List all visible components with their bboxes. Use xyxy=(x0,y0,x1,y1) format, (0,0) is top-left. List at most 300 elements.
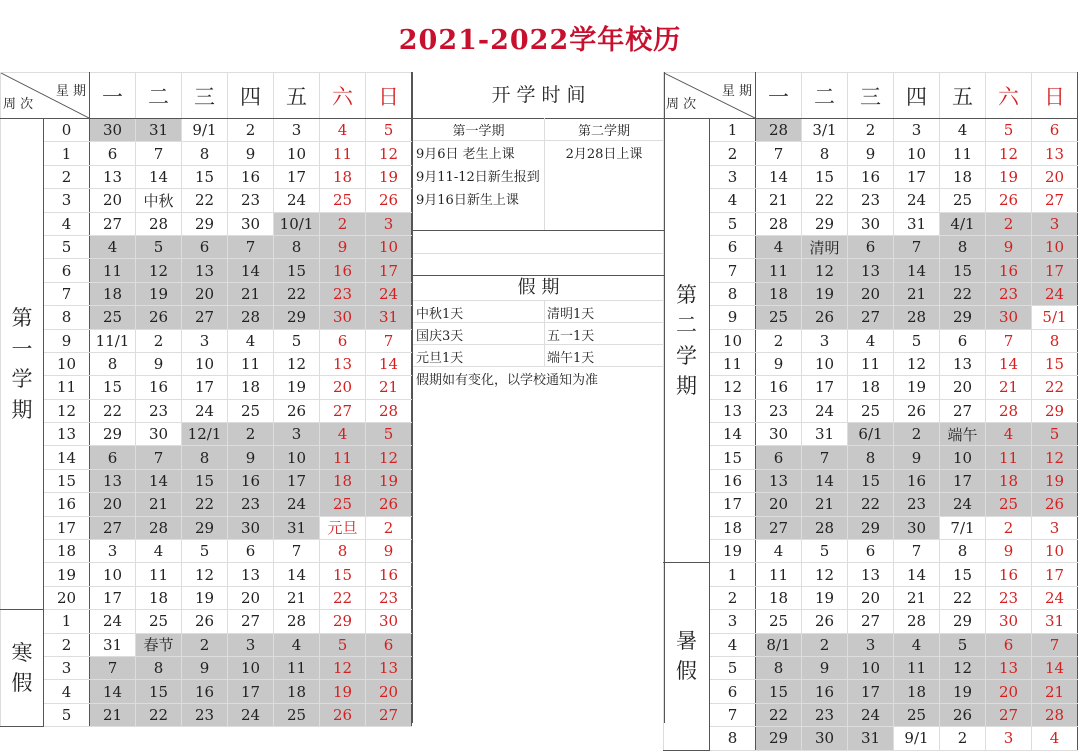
week-row xyxy=(1,399,412,422)
day-cell: 22 xyxy=(320,586,366,609)
week-number: 5 xyxy=(710,212,756,235)
week-row xyxy=(1,306,412,329)
weekday-corner-label: 星 期 xyxy=(721,84,752,99)
day-cell: 24 xyxy=(1032,282,1078,305)
holiday-left-1: 中秋1天 xyxy=(416,307,464,322)
day-cell: 22 xyxy=(136,703,182,726)
day-cell: 9 xyxy=(182,656,228,679)
day-cell: 21 xyxy=(366,376,412,399)
day-cell: 6 xyxy=(366,633,412,656)
day-cell: 23 xyxy=(366,586,412,609)
weekday-header: 二 xyxy=(802,73,848,119)
right-calendar-table xyxy=(663,72,1078,751)
day-cell: 21 xyxy=(986,376,1032,399)
day-cell: 2 xyxy=(940,727,986,750)
term-label: 暑假 xyxy=(664,563,710,750)
day-cell: 14 xyxy=(1032,656,1078,679)
day-cell: 10 xyxy=(1032,540,1078,563)
day-cell: 7 xyxy=(366,329,412,352)
day-cell: 31 xyxy=(1032,610,1078,633)
day-cell: 27 xyxy=(986,703,1032,726)
week-row xyxy=(1,189,412,212)
day-cell: 6 xyxy=(1032,119,1078,142)
week-row xyxy=(1,352,412,375)
day-cell: 16 xyxy=(986,563,1032,586)
week-row xyxy=(664,680,1078,703)
day-cell: 7 xyxy=(228,235,274,258)
day-cell: 15 xyxy=(90,376,136,399)
day-cell: 24 xyxy=(848,703,894,726)
week-row xyxy=(1,212,412,235)
day-cell: 22 xyxy=(802,189,848,212)
day-cell: 21 xyxy=(802,493,848,516)
day-cell: 6 xyxy=(940,329,986,352)
day-cell: 30 xyxy=(90,119,136,142)
day-cell: 10 xyxy=(90,563,136,586)
day-cell: 11 xyxy=(986,446,1032,469)
weekday-header: 三 xyxy=(848,73,894,119)
week-number: 1 xyxy=(710,119,756,142)
day-cell: 24 xyxy=(940,493,986,516)
day-cell: 30 xyxy=(228,212,274,235)
day-cell: 22 xyxy=(182,189,228,212)
day-cell: 5 xyxy=(320,633,366,656)
week-row xyxy=(1,563,412,586)
day-cell: 31 xyxy=(274,516,320,539)
week-number: 8 xyxy=(710,727,756,750)
day-cell: 3 xyxy=(802,329,848,352)
day-cell: 20 xyxy=(366,680,412,703)
day-cell: 27 xyxy=(756,516,802,539)
day-cell: 12 xyxy=(320,656,366,679)
day-cell: 3 xyxy=(274,423,320,446)
week-row xyxy=(664,352,1078,375)
day-cell: 12 xyxy=(366,142,412,165)
day-cell: 4 xyxy=(940,119,986,142)
week-row xyxy=(1,329,412,352)
day-cell: 27 xyxy=(366,703,412,726)
week-number: 1 xyxy=(44,610,90,633)
day-cell: 4 xyxy=(894,633,940,656)
day-cell: 3 xyxy=(90,540,136,563)
week-row xyxy=(664,142,1078,165)
day-cell: 23 xyxy=(136,399,182,422)
day-cell: 25 xyxy=(274,703,320,726)
day-cell: 26 xyxy=(136,306,182,329)
week-row xyxy=(664,165,1078,188)
day-cell: 21 xyxy=(228,282,274,305)
second-term-panel xyxy=(663,72,1078,751)
right-header-corner xyxy=(664,73,756,119)
day-cell: 26 xyxy=(274,399,320,422)
day-cell: 25 xyxy=(320,493,366,516)
week-number: 4 xyxy=(710,189,756,212)
day-cell: 8 xyxy=(320,540,366,563)
day-cell: 30 xyxy=(320,306,366,329)
day-cell: 4 xyxy=(274,633,320,656)
day-cell: 14 xyxy=(274,563,320,586)
weekday-header: 一 xyxy=(90,73,136,119)
day-cell: 20 xyxy=(1032,165,1078,188)
day-cell: 23 xyxy=(228,189,274,212)
week-number: 2 xyxy=(710,142,756,165)
day-cell: 8 xyxy=(940,540,986,563)
day-cell: 31 xyxy=(136,119,182,142)
day-cell: 24 xyxy=(366,282,412,305)
week-number: 5 xyxy=(44,703,90,726)
weekday-header: 日 xyxy=(366,73,412,119)
day-cell: 19 xyxy=(182,586,228,609)
day-cell: 24 xyxy=(182,399,228,422)
day-cell: 10 xyxy=(1032,235,1078,258)
day-cell: 2 xyxy=(756,329,802,352)
day-cell: 27 xyxy=(848,610,894,633)
day-cell: 4 xyxy=(228,329,274,352)
weekday-corner-label: 星 期 xyxy=(55,84,86,99)
week-number: 6 xyxy=(710,235,756,258)
day-cell: 20 xyxy=(986,680,1032,703)
day-cell: 20 xyxy=(756,493,802,516)
day-cell: 10/1 xyxy=(274,212,320,235)
day-cell: 端午 xyxy=(940,423,986,446)
day-cell: 16 xyxy=(228,165,274,188)
day-cell: 27 xyxy=(320,399,366,422)
day-cell: 8 xyxy=(90,352,136,375)
week-number: 4 xyxy=(710,633,756,656)
term1-line-1: 9月6日 老生上课 xyxy=(416,147,515,162)
day-cell: 25 xyxy=(756,610,802,633)
day-cell: 26 xyxy=(366,189,412,212)
day-cell: 28 xyxy=(894,306,940,329)
day-cell: 20 xyxy=(228,586,274,609)
day-cell: 16 xyxy=(136,376,182,399)
day-cell: 12 xyxy=(274,352,320,375)
day-cell: 23 xyxy=(756,399,802,422)
day-cell: 17 xyxy=(940,469,986,492)
day-cell: 12 xyxy=(940,656,986,679)
day-cell: 8/1 xyxy=(756,633,802,656)
week-number: 1 xyxy=(710,563,756,586)
day-cell: 17 xyxy=(90,586,136,609)
day-cell: 12 xyxy=(986,142,1032,165)
day-cell: 2 xyxy=(986,212,1032,235)
day-cell: 15 xyxy=(940,259,986,282)
day-cell: 26 xyxy=(802,610,848,633)
day-cell: 18 xyxy=(90,282,136,305)
week-number: 15 xyxy=(44,469,90,492)
day-cell: 18 xyxy=(320,165,366,188)
week-row xyxy=(664,727,1078,750)
day-cell: 18 xyxy=(756,282,802,305)
day-cell: 6 xyxy=(90,446,136,469)
day-cell: 8 xyxy=(182,446,228,469)
weekday-header: 二 xyxy=(136,73,182,119)
day-cell: 26 xyxy=(986,189,1032,212)
day-cell: 25 xyxy=(894,703,940,726)
day-cell: 25 xyxy=(848,399,894,422)
day-cell: 19 xyxy=(986,165,1032,188)
day-cell: 9 xyxy=(366,540,412,563)
day-cell: 6 xyxy=(228,540,274,563)
day-cell: 28 xyxy=(756,119,802,142)
weekday-header: 日 xyxy=(1032,73,1078,119)
day-cell: 28 xyxy=(894,610,940,633)
day-cell: 10 xyxy=(182,352,228,375)
day-cell: 15 xyxy=(940,563,986,586)
day-cell: 10 xyxy=(366,235,412,258)
day-cell: 3 xyxy=(1032,212,1078,235)
day-cell: 15 xyxy=(182,469,228,492)
week-row xyxy=(664,259,1078,282)
day-cell: 25 xyxy=(136,610,182,633)
day-cell: 中秋 xyxy=(136,189,182,212)
day-cell: 23 xyxy=(894,493,940,516)
day-cell: 17 xyxy=(848,680,894,703)
day-cell: 25 xyxy=(940,189,986,212)
weekday-header: 三 xyxy=(182,73,228,119)
weekday-header: 五 xyxy=(940,73,986,119)
week-number: 20 xyxy=(44,586,90,609)
day-cell: 17 xyxy=(274,469,320,492)
day-cell: 6 xyxy=(756,446,802,469)
day-cell: 9 xyxy=(802,656,848,679)
day-cell: 18 xyxy=(756,586,802,609)
week-number: 0 xyxy=(44,119,90,142)
day-cell: 15 xyxy=(802,165,848,188)
day-cell: 8 xyxy=(802,142,848,165)
day-cell: 17 xyxy=(1032,259,1078,282)
day-cell: 19 xyxy=(136,282,182,305)
day-cell: 15 xyxy=(756,680,802,703)
day-cell: 18 xyxy=(986,469,1032,492)
day-cell: 17 xyxy=(802,376,848,399)
day-cell: 26 xyxy=(182,610,228,633)
week-number: 2 xyxy=(44,633,90,656)
day-cell: 4 xyxy=(90,235,136,258)
day-cell: 30 xyxy=(136,423,182,446)
week-row xyxy=(664,235,1078,258)
day-cell: 18 xyxy=(320,469,366,492)
day-cell: 19 xyxy=(366,165,412,188)
day-cell: 29 xyxy=(1032,399,1078,422)
day-cell: 28 xyxy=(802,516,848,539)
day-cell: 19 xyxy=(940,680,986,703)
weekday-header: 五 xyxy=(274,73,320,119)
day-cell: 24 xyxy=(90,610,136,633)
weekday-header: 六 xyxy=(320,73,366,119)
day-cell: 19 xyxy=(802,586,848,609)
day-cell: 13 xyxy=(848,563,894,586)
day-cell: 24 xyxy=(1032,586,1078,609)
day-cell: 4 xyxy=(136,540,182,563)
week-row xyxy=(664,656,1078,679)
day-cell: 27 xyxy=(90,212,136,235)
day-cell: 6 xyxy=(90,142,136,165)
day-cell: 4 xyxy=(848,329,894,352)
day-cell: 20 xyxy=(182,282,228,305)
day-cell: 2 xyxy=(228,423,274,446)
day-cell: 7 xyxy=(894,540,940,563)
day-cell: 14 xyxy=(136,165,182,188)
week-row xyxy=(664,610,1078,633)
day-cell: 13 xyxy=(228,563,274,586)
day-cell: 3 xyxy=(366,212,412,235)
day-cell: 13 xyxy=(90,165,136,188)
week-row xyxy=(664,633,1078,656)
day-cell: 5 xyxy=(366,423,412,446)
day-cell: 28 xyxy=(1032,703,1078,726)
day-cell: 8 xyxy=(136,656,182,679)
day-cell: 8 xyxy=(1032,329,1078,352)
day-cell: 23 xyxy=(228,493,274,516)
day-cell: 15 xyxy=(320,563,366,586)
day-cell: 18 xyxy=(228,376,274,399)
day-cell: 2 xyxy=(366,516,412,539)
day-cell: 31 xyxy=(848,727,894,750)
day-cell: 21 xyxy=(90,703,136,726)
day-cell: 30 xyxy=(756,423,802,446)
day-cell: 25 xyxy=(228,399,274,422)
day-cell: 22 xyxy=(848,493,894,516)
week-row xyxy=(1,119,412,142)
day-cell: 2 xyxy=(320,212,366,235)
week-number: 12 xyxy=(710,376,756,399)
day-cell: 10 xyxy=(274,446,320,469)
day-cell: 13 xyxy=(320,352,366,375)
day-cell: 4/1 xyxy=(940,212,986,235)
day-cell: 17 xyxy=(894,165,940,188)
term2-header: 第二学期 xyxy=(577,124,630,139)
week-number: 12 xyxy=(44,399,90,422)
day-cell: 29 xyxy=(274,306,320,329)
weekday-header: 四 xyxy=(894,73,940,119)
term1-line-3: 9月16日新生上课 xyxy=(416,193,519,208)
day-cell: 2 xyxy=(848,119,894,142)
day-cell: 11 xyxy=(90,259,136,282)
day-cell: 3 xyxy=(848,633,894,656)
day-cell: 18 xyxy=(136,586,182,609)
week-row xyxy=(664,282,1078,305)
day-cell: 5 xyxy=(802,540,848,563)
day-cell: 10 xyxy=(894,142,940,165)
holiday-right-3: 端午1天 xyxy=(547,351,595,366)
holiday-right-1: 清明1天 xyxy=(547,307,595,322)
day-cell: 17 xyxy=(1032,563,1078,586)
day-cell: 5 xyxy=(940,633,986,656)
week-row xyxy=(1,610,412,633)
week-number: 19 xyxy=(44,563,90,586)
week-number: 6 xyxy=(44,259,90,282)
day-cell: 9 xyxy=(320,235,366,258)
weekday-header: 四 xyxy=(228,73,274,119)
day-cell: 6 xyxy=(848,540,894,563)
day-cell: 29 xyxy=(940,306,986,329)
day-cell: 2 xyxy=(182,633,228,656)
day-cell: 16 xyxy=(894,469,940,492)
day-cell: 2 xyxy=(228,119,274,142)
day-cell: 7 xyxy=(894,235,940,258)
day-cell: 30 xyxy=(986,306,1032,329)
week-number: 14 xyxy=(710,423,756,446)
day-cell: 2 xyxy=(802,633,848,656)
day-cell: 8 xyxy=(182,142,228,165)
day-cell: 25 xyxy=(986,493,1032,516)
day-cell: 18 xyxy=(848,376,894,399)
day-cell: 29 xyxy=(90,423,136,446)
week-number: 5 xyxy=(710,656,756,679)
day-cell: 28 xyxy=(366,399,412,422)
week-row xyxy=(664,703,1078,726)
day-cell: 29 xyxy=(182,212,228,235)
day-cell: 26 xyxy=(1032,493,1078,516)
day-cell: 9/1 xyxy=(894,727,940,750)
day-cell: 8 xyxy=(756,656,802,679)
day-cell: 30 xyxy=(894,516,940,539)
weekday-header: 六 xyxy=(986,73,1032,119)
day-cell: 元旦 xyxy=(320,516,366,539)
day-cell: 18 xyxy=(940,165,986,188)
week-number: 6 xyxy=(710,680,756,703)
term-label: 第一学期 xyxy=(1,119,44,610)
week-number: 3 xyxy=(44,656,90,679)
day-cell: 7 xyxy=(986,329,1032,352)
day-cell: 11 xyxy=(320,142,366,165)
week-row xyxy=(1,516,412,539)
week-number: 17 xyxy=(710,493,756,516)
week-number: 7 xyxy=(44,282,90,305)
day-cell: 9 xyxy=(228,142,274,165)
term1-line-2: 9月11-12日新生报到 xyxy=(416,170,540,185)
day-cell: 4 xyxy=(320,119,366,142)
day-cell: 11 xyxy=(756,259,802,282)
week-number: 16 xyxy=(44,493,90,516)
day-cell: 11 xyxy=(940,142,986,165)
day-cell: 21 xyxy=(1032,680,1078,703)
day-cell: 5 xyxy=(986,119,1032,142)
left-calendar-table xyxy=(0,72,412,727)
day-cell: 9 xyxy=(894,446,940,469)
day-cell: 7 xyxy=(802,446,848,469)
day-cell: 17 xyxy=(228,680,274,703)
week-row xyxy=(664,306,1078,329)
day-cell: 8 xyxy=(274,235,320,258)
day-cell: 16 xyxy=(848,165,894,188)
day-cell: 23 xyxy=(320,282,366,305)
week-row xyxy=(664,516,1078,539)
week-row xyxy=(664,189,1078,212)
week-row xyxy=(664,119,1078,142)
day-cell: 15 xyxy=(1032,352,1078,375)
day-cell: 19 xyxy=(1032,469,1078,492)
day-cell: 21 xyxy=(136,493,182,516)
day-cell: 3 xyxy=(1032,516,1078,539)
info-panel xyxy=(412,72,665,723)
day-cell: 21 xyxy=(894,282,940,305)
day-cell: 30 xyxy=(228,516,274,539)
day-cell: 10 xyxy=(940,446,986,469)
week-row xyxy=(1,165,412,188)
day-cell: 13 xyxy=(940,352,986,375)
day-cell: 16 xyxy=(756,376,802,399)
week-row xyxy=(664,540,1078,563)
week-number: 7 xyxy=(710,703,756,726)
day-cell: 23 xyxy=(182,703,228,726)
day-cell: 31 xyxy=(90,633,136,656)
day-cell: 9 xyxy=(986,540,1032,563)
day-cell: 2 xyxy=(894,423,940,446)
day-cell: 26 xyxy=(940,703,986,726)
day-cell: 10 xyxy=(848,656,894,679)
